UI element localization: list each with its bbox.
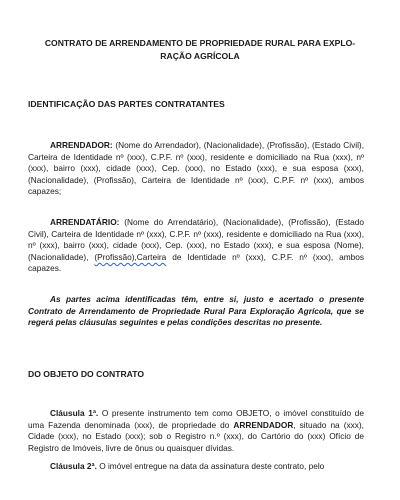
clause-1-text: O presente instrumento tem como OBJETO, o imóvel constituído de uma Fazenda denominada (xxx), de propriedade do — [28, 408, 364, 430]
section-heading-object: DO OBJETO DO CONTRATO — [28, 369, 145, 379]
clause-2-paragraph — [28, 461, 364, 473]
arrendatario-label: ARRENDATÁRIO: — [50, 217, 120, 227]
clause-2-text: O imóvel entregue na data da assinatura deste contrato, pelo — [96, 461, 325, 471]
arrendador-label: ARRENDADOR: — [50, 140, 113, 150]
clause-1-paragraph — [28, 408, 364, 454]
arrendatario-paragraph — [28, 217, 364, 275]
spellcheck-marked-text[interactable]: (Profissão),Carteira — [94, 251, 167, 262]
arrendador-text: (Nome do Arrendador), (Nacionalidade), (Profissão), (Estado Civil), Carteira de Identidade nº (xxx), C.P.F. nº (xxx), residente e domiciliado na Rua (xxx), nº (xxx), bairro (xxx), cidade (xxx), Cep. (xxx), no Estado (xxx), e sua esposa (xxx), (Nacionalidade), (Profissão), Carteira de Identidade nº (xxx), C.P.F. nº (xxx), ambos capazes; — [28, 140, 364, 197]
clause-1-bold-word: ARRENDADOR — [233, 419, 294, 430]
section-heading-parties: IDENTIFICAÇÃO DAS PARTES CONTRATANTES — [28, 99, 225, 109]
agreement-paragraph: As partes acima identificadas têm, entre si, justo e acertado o presente Contrato de Arrendamento de Propriedade Rural Para Exploração Agrícola, que se regerá pelas cláusulas seguintes e pelas condições descritas no presente. — [28, 294, 364, 328]
clause-1-label: Cláusula 1ª. — [50, 408, 99, 418]
arrendatario-text-end: de Identidade nº (xxx), C.P.F. nº (xxx), ambos capazes. — [28, 251, 364, 274]
arrendador-paragraph — [28, 140, 364, 198]
document-title: CONTRATO DE ARRENDAMENTO DE PROPRIEDADE RURAL PARA EXPLO-RAÇÃO AGRÍCOLA — [44, 38, 356, 61]
clause-1-text-end: , situado na (xxx), Cidade (xxx), no Estado (xxx); sob o Registro n.º (xxx), do Cartório do (xxx) Ofício de Registro de Imóveis, livre de ônus ou quaisquer dívidas. — [28, 419, 364, 453]
arrendatario-text: (Nome do Arrendatário), (Nacionalidade), (Profissão), (Estado Civil), Carteira de Identidade nº (xxx), C.P.F. nº (xxx), residente e domiciliado na Rua (xxx), nº (xxx), bairro (xxx), cidade (xxx), Cep. (xxx), no Estado (xxx), e sua esposa (Nome), (Nacionalidade), — [28, 217, 364, 262]
clause-2-label: Cláusula 2ª. — [50, 461, 97, 471]
